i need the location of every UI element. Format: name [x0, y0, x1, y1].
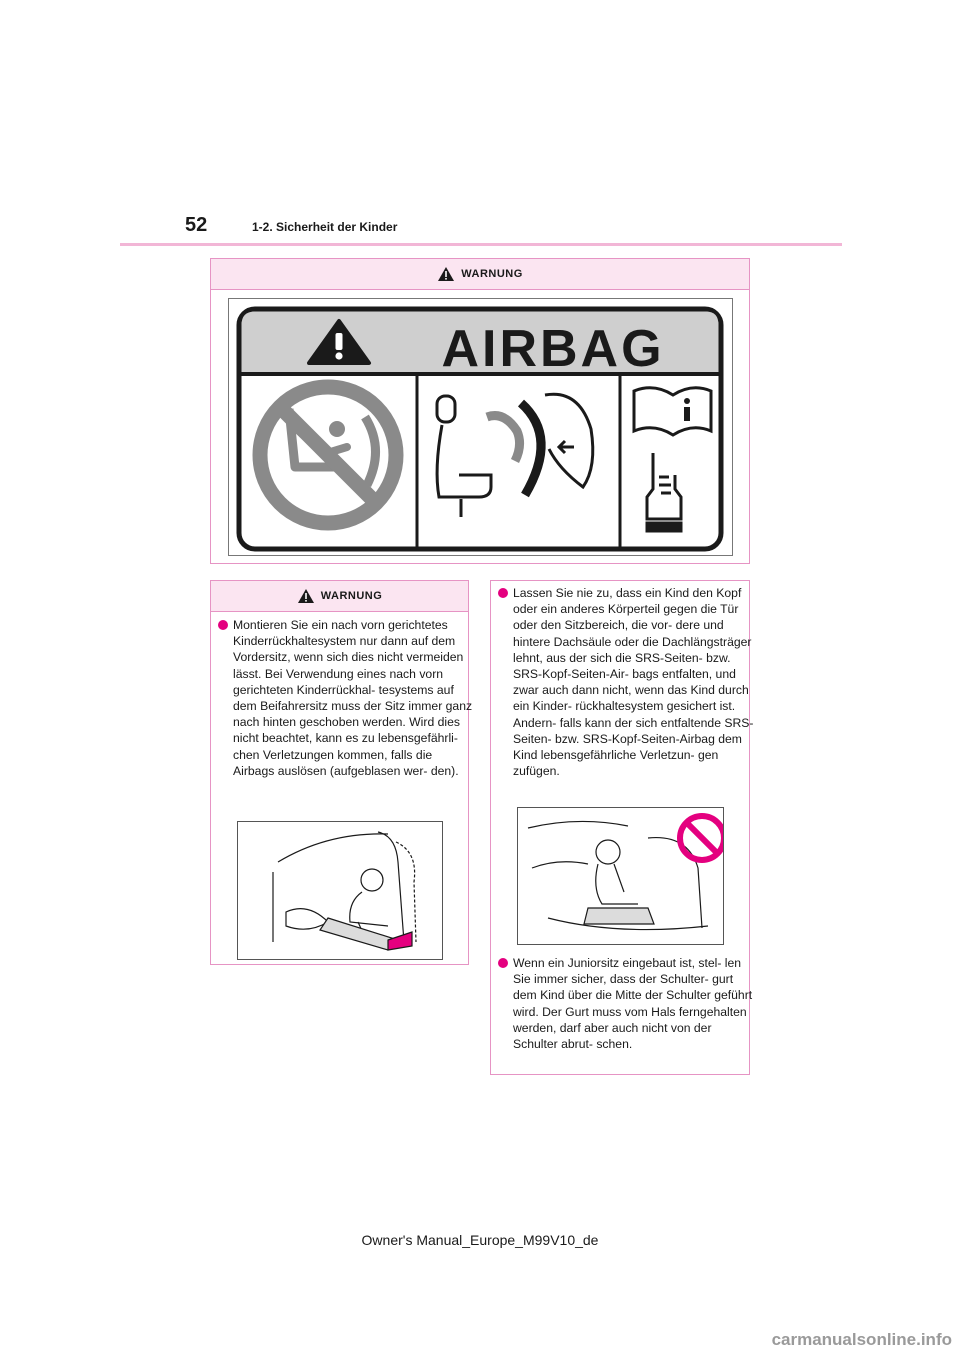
warning-triangle-icon	[297, 588, 315, 604]
bullet-icon	[218, 620, 228, 630]
child-seat-drawing	[238, 822, 442, 959]
booster-seat-illustration	[517, 807, 724, 945]
header-rule	[120, 243, 842, 246]
top-warning-box	[210, 258, 750, 564]
bullet-text: Lassen Sie nie zu, dass ein Kind den Kopf oder ein anderes Körperteil gegen die Tür oder den Sitzbereich, die vor- dere und hintere Dachsäule oder die Dachlängsträger lehnt, aus der sich die SRS-Seiten- bzw. SRS-Kopf-Seiten-Air- bags entfalten, und zwar auch dann nicht, wenn das Kind durch ein Kinder- rückhaltesystem gesichert ist. Andern- falls kann der sich entfaltende SRS- Seiten- bzw. SRS-Kopf-Seiten-Airbag dem Kind lebensgefährliche Verletzun- gen zufügen.	[513, 586, 754, 779]
bullet-icon	[498, 958, 508, 968]
bullet-text: Wenn ein Juniorsitz eingebaut ist, stel- len Sie immer sicher, dass der Schulter- gurt dem Kind über die Mitte der Schulter geführt wird. Der Gurt muss vom Hals ferngehalten werden, darf aber auch nicht von der Schulter abrut- schen.	[513, 956, 753, 1052]
airbag-warning-label	[229, 299, 732, 555]
side-airbag-bullet	[497, 585, 755, 779]
airbag-text: AIRBAG	[441, 320, 665, 378]
booster-seat-bullet	[497, 955, 755, 1052]
bullet-icon	[498, 588, 508, 598]
child-seat-illustration	[237, 821, 443, 960]
warning-title: WARNUNG	[461, 268, 523, 280]
site-watermark: carmanualsonline.info	[771, 1330, 952, 1349]
page-number: 52	[185, 214, 208, 236]
airbag-label-frame	[228, 298, 733, 556]
right-panel	[490, 580, 754, 1075]
section-title: 1-2. Sicherheit der Kinder	[252, 220, 398, 234]
warning-triangle-icon	[437, 266, 455, 282]
warning-bullet	[217, 617, 473, 779]
warning-title: WARNUNG	[320, 590, 383, 602]
booster-seat-drawing	[518, 808, 723, 944]
left-warning-box	[210, 580, 473, 965]
warning-header	[211, 259, 749, 290]
manual-footer: Owner's Manual_Europe_M99V10_de	[361, 1232, 599, 1248]
warning-header	[211, 581, 468, 612]
bullet-text: Montieren Sie ein nach vorn gerichtetes Kinderrückhaltesystem nur dann auf dem Vordersitz, wenn sich dies nicht vermeiden lässt. Bei Verwendung eines nach vorn gerichteten Kinderrückhal- tesystems auf dem Beifahrersitz muss der Sitz immer ganz nach hinten geschoben werden. Wird dies nicht beachtet, kann es zu lebensgefährli- chen Verletzungen kommen, falls die Airbags auslösen (aufgeblasen wer- den).	[233, 618, 473, 778]
